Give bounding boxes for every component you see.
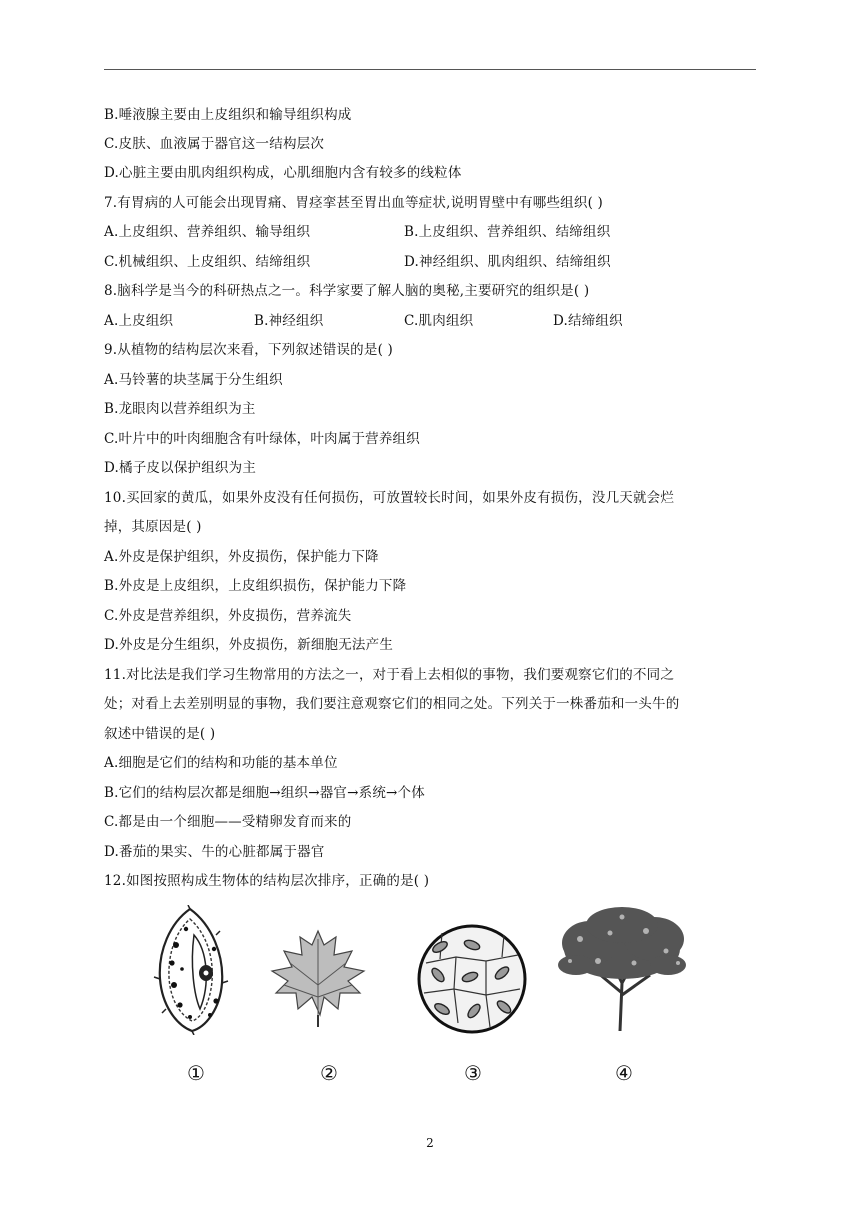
- figure-label-2: ②: [320, 1061, 338, 1085]
- q10-option-a: A.外皮是保护组织，外皮损伤，保护能力下降: [104, 549, 379, 565]
- question-12: 12.如图按照构成生物体的结构层次排序，正确的是( ): [104, 873, 430, 889]
- leaf-figure: [266, 925, 370, 1029]
- q10-option-b: B.外皮是上皮组织，上皮组织损伤，保护能力下降: [104, 578, 407, 594]
- question-11-line-3: 叙述中错误的是( ): [104, 726, 216, 742]
- figure-label-3: ③: [464, 1061, 482, 1085]
- q8-option-d: D.结缔组织: [553, 313, 623, 329]
- q9-option-d: D.橘子皮以保护组织为主: [104, 460, 257, 476]
- question-11-line-1: 11.对比法是我们学习生物常用的方法之一，对于看上去相似的事物，我们要观察它们的不同之: [104, 667, 675, 683]
- figure-label-4: ④: [615, 1061, 633, 1085]
- figure-label-1: ①: [187, 1061, 205, 1085]
- page-number: 2: [426, 1136, 434, 1150]
- q9-option-a: A.马铃薯的块茎属于分生组织: [104, 372, 283, 388]
- q10-option-d: D.外皮是分生组织，外皮损伤，新细胞无法产生: [104, 637, 394, 653]
- q7-option-a: A.上皮组织、营养组织、输导组织: [104, 224, 311, 240]
- q7-option-d: D.神经组织、肌肉组织、结缔组织: [404, 254, 611, 270]
- q10-option-c: C.外皮是营养组织，外皮损伤，营养流失: [104, 608, 352, 624]
- q9-option-c: C.叶片中的叶肉细胞含有叶绿体，叶肉属于营养组织: [104, 431, 420, 447]
- question-10-line-1: 10.买回家的黄瓜，如果外皮没有任何损伤，可放置较长时间，如果外皮有损伤，没几天就会烂: [104, 490, 675, 506]
- q11-option-b: B.它们的结构层次都是细胞→组织→器官→系统→个体: [104, 785, 425, 801]
- q7-option-b: B.上皮组织、营养组织、结缔组织: [404, 224, 611, 240]
- question-10-line-2: 掉，其原因是( ): [104, 519, 202, 535]
- tree-figure: [550, 903, 694, 1033]
- q11-option-d: D.番茄的果实、牛的心脏都属于器官: [104, 844, 325, 860]
- question-7: 7.有胃病的人可能会出现胃痛、胃痉挛甚至胃出血等症状,说明胃壁中有哪些组织( ): [104, 195, 603, 211]
- q11-option-a: A.细胞是它们的结构和功能的基本单位: [104, 755, 338, 771]
- q6-option-b: B.唾液腺主要由上皮组织和输导组织构成: [104, 107, 352, 123]
- q8-option-a: A.上皮组织: [104, 313, 174, 329]
- q7-option-c: C.机械组织、上皮组织、结缔组织: [104, 254, 311, 270]
- q8-option-b: B.神经组织: [254, 313, 324, 329]
- tissue-figure: [416, 923, 528, 1035]
- q11-option-c: C.都是由一个细胞——受精卵发育而来的: [104, 814, 352, 830]
- q8-option-c: C.肌肉组织: [404, 313, 474, 329]
- question-8: 8.脑科学是当今的科研热点之一。科学家要了解人脑的奥秘,主要研究的组织是( ): [104, 283, 590, 299]
- q6-option-d: D.心脏主要由肌肉组织构成，心肌细胞内含有较多的线粒体: [104, 165, 462, 181]
- header-rule: [104, 69, 756, 70]
- question-11-line-2: 处；对看上去差别明显的事物，我们要注意观察它们的相同之处。下列关于一株番茄和一头牛的: [104, 696, 680, 712]
- q6-option-c: C.皮肤、血液属于器官这一结构层次: [104, 136, 325, 152]
- q9-option-b: B.龙眼肉以营养组织为主: [104, 401, 256, 417]
- plant-cell-figure: [150, 905, 236, 1035]
- question-9: 9.从植物的结构层次来看，下列叙述错误的是( ): [104, 342, 394, 358]
